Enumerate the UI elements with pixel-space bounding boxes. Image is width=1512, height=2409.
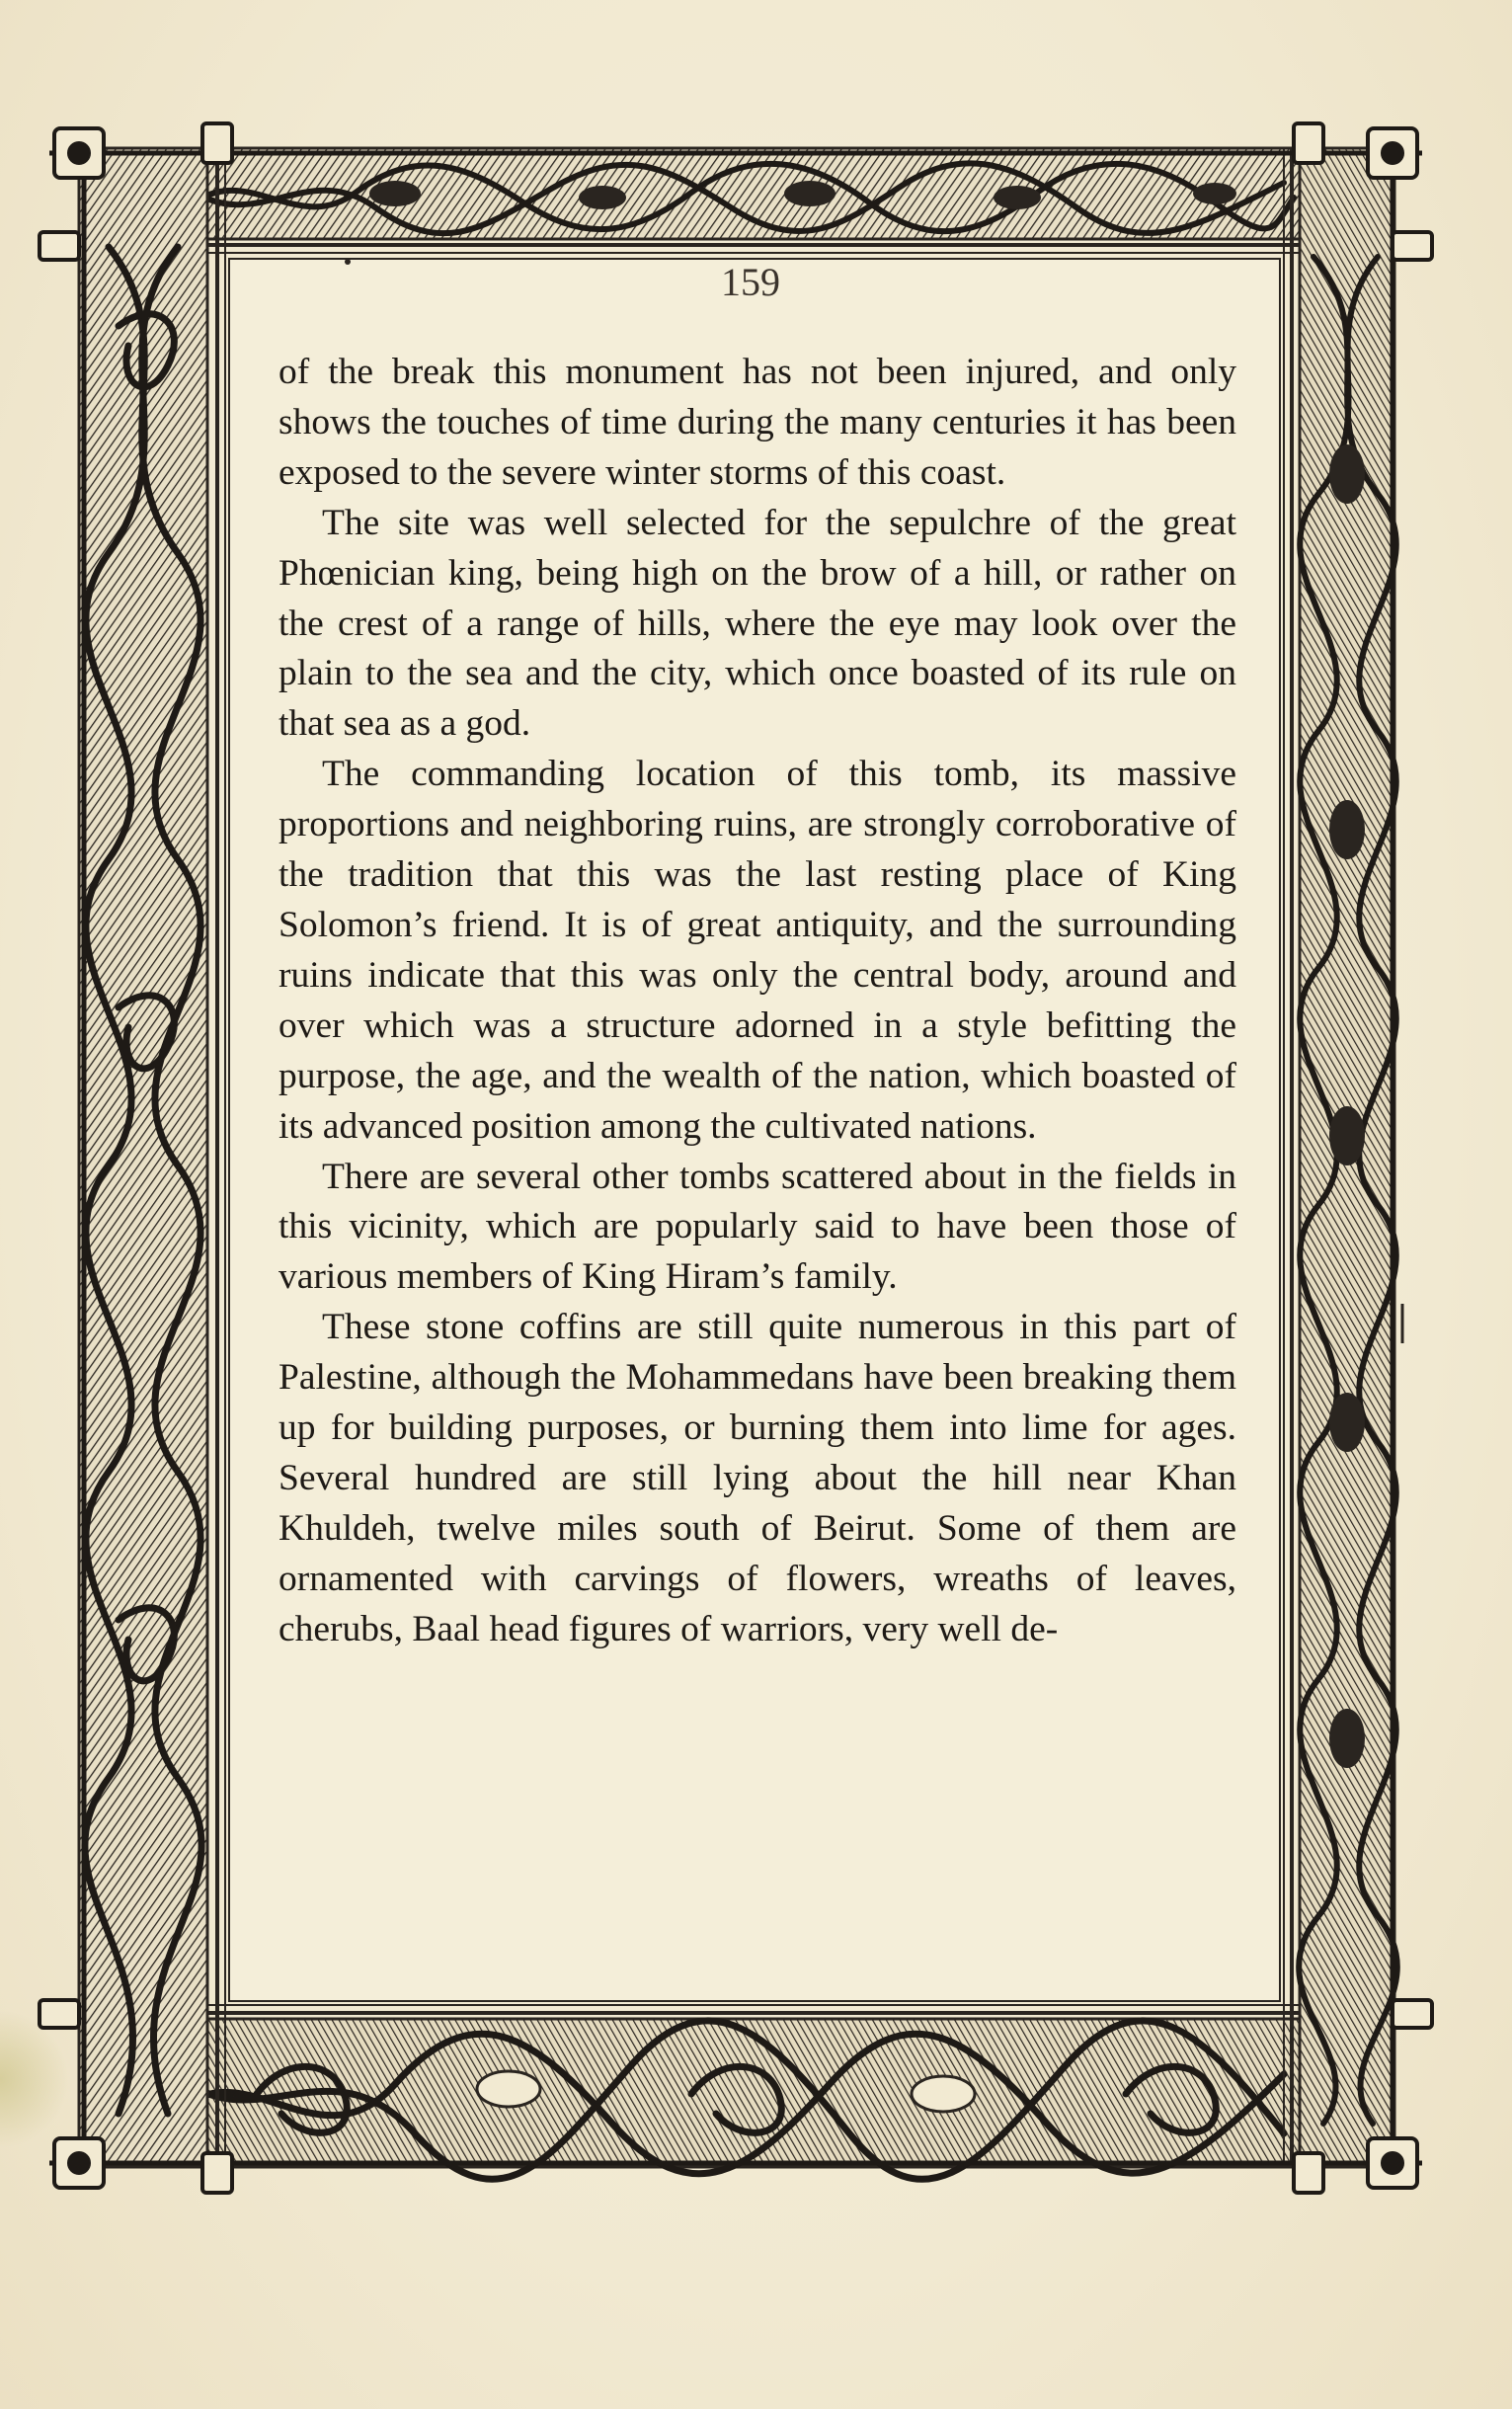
page-number: 159 — [721, 260, 780, 304]
paragraph: The site was well selected for the sepulchre of the great Phœnician king, being high on the brow of a hill, or rather on the crest of a range of hills, where the eye may look over the plain to the sea and the city, which once boasted of its rule on that sea as a god. — [279, 502, 1236, 745]
paragraph: There are several other tombs scattered about in the fields in this vicinity, which are popularly said to have been those of various members of King Hiram’s family. — [279, 1156, 1236, 1298]
bottom-border — [148, 2005, 1304, 2179]
paragraph: These stone coffins are still quite numerous in this part of Palestine, although the Mohammedans have been breaking them up for building purposes, or burning them into lime for ages. Several hundred are still lying about the hill near Khan Khuldeh, twelve miles south of Beirut. Some of them are ornamented with carvings of flowers, wreaths of leaves, cherubs, Baal head figures of warriors, very well de- — [279, 1307, 1236, 1649]
left-border — [79, 148, 225, 2167]
paragraph: of the break this monument has not been injured, and only shows the touches of time during the many centuries it has been exposed to the severe winter storms of this coast. — [279, 352, 1236, 493]
body-text — [279, 348, 1236, 1655]
right-border — [1284, 148, 1402, 2167]
paragraph: The commanding location of this tomb, its massive proportions and neighboring ruins, are strongly corroborative of the tradition that this was the last resting place of King Solomon’s friend. It is of great antiquity, and the surrounding ruins indicate that this was only the central body, around and over which was a structure adorned in a style befitting the purpose, the age, and the wealth of the nation, which boasted of its advanced position among the cultivated nations. — [279, 754, 1236, 1147]
top-border — [148, 148, 1304, 253]
